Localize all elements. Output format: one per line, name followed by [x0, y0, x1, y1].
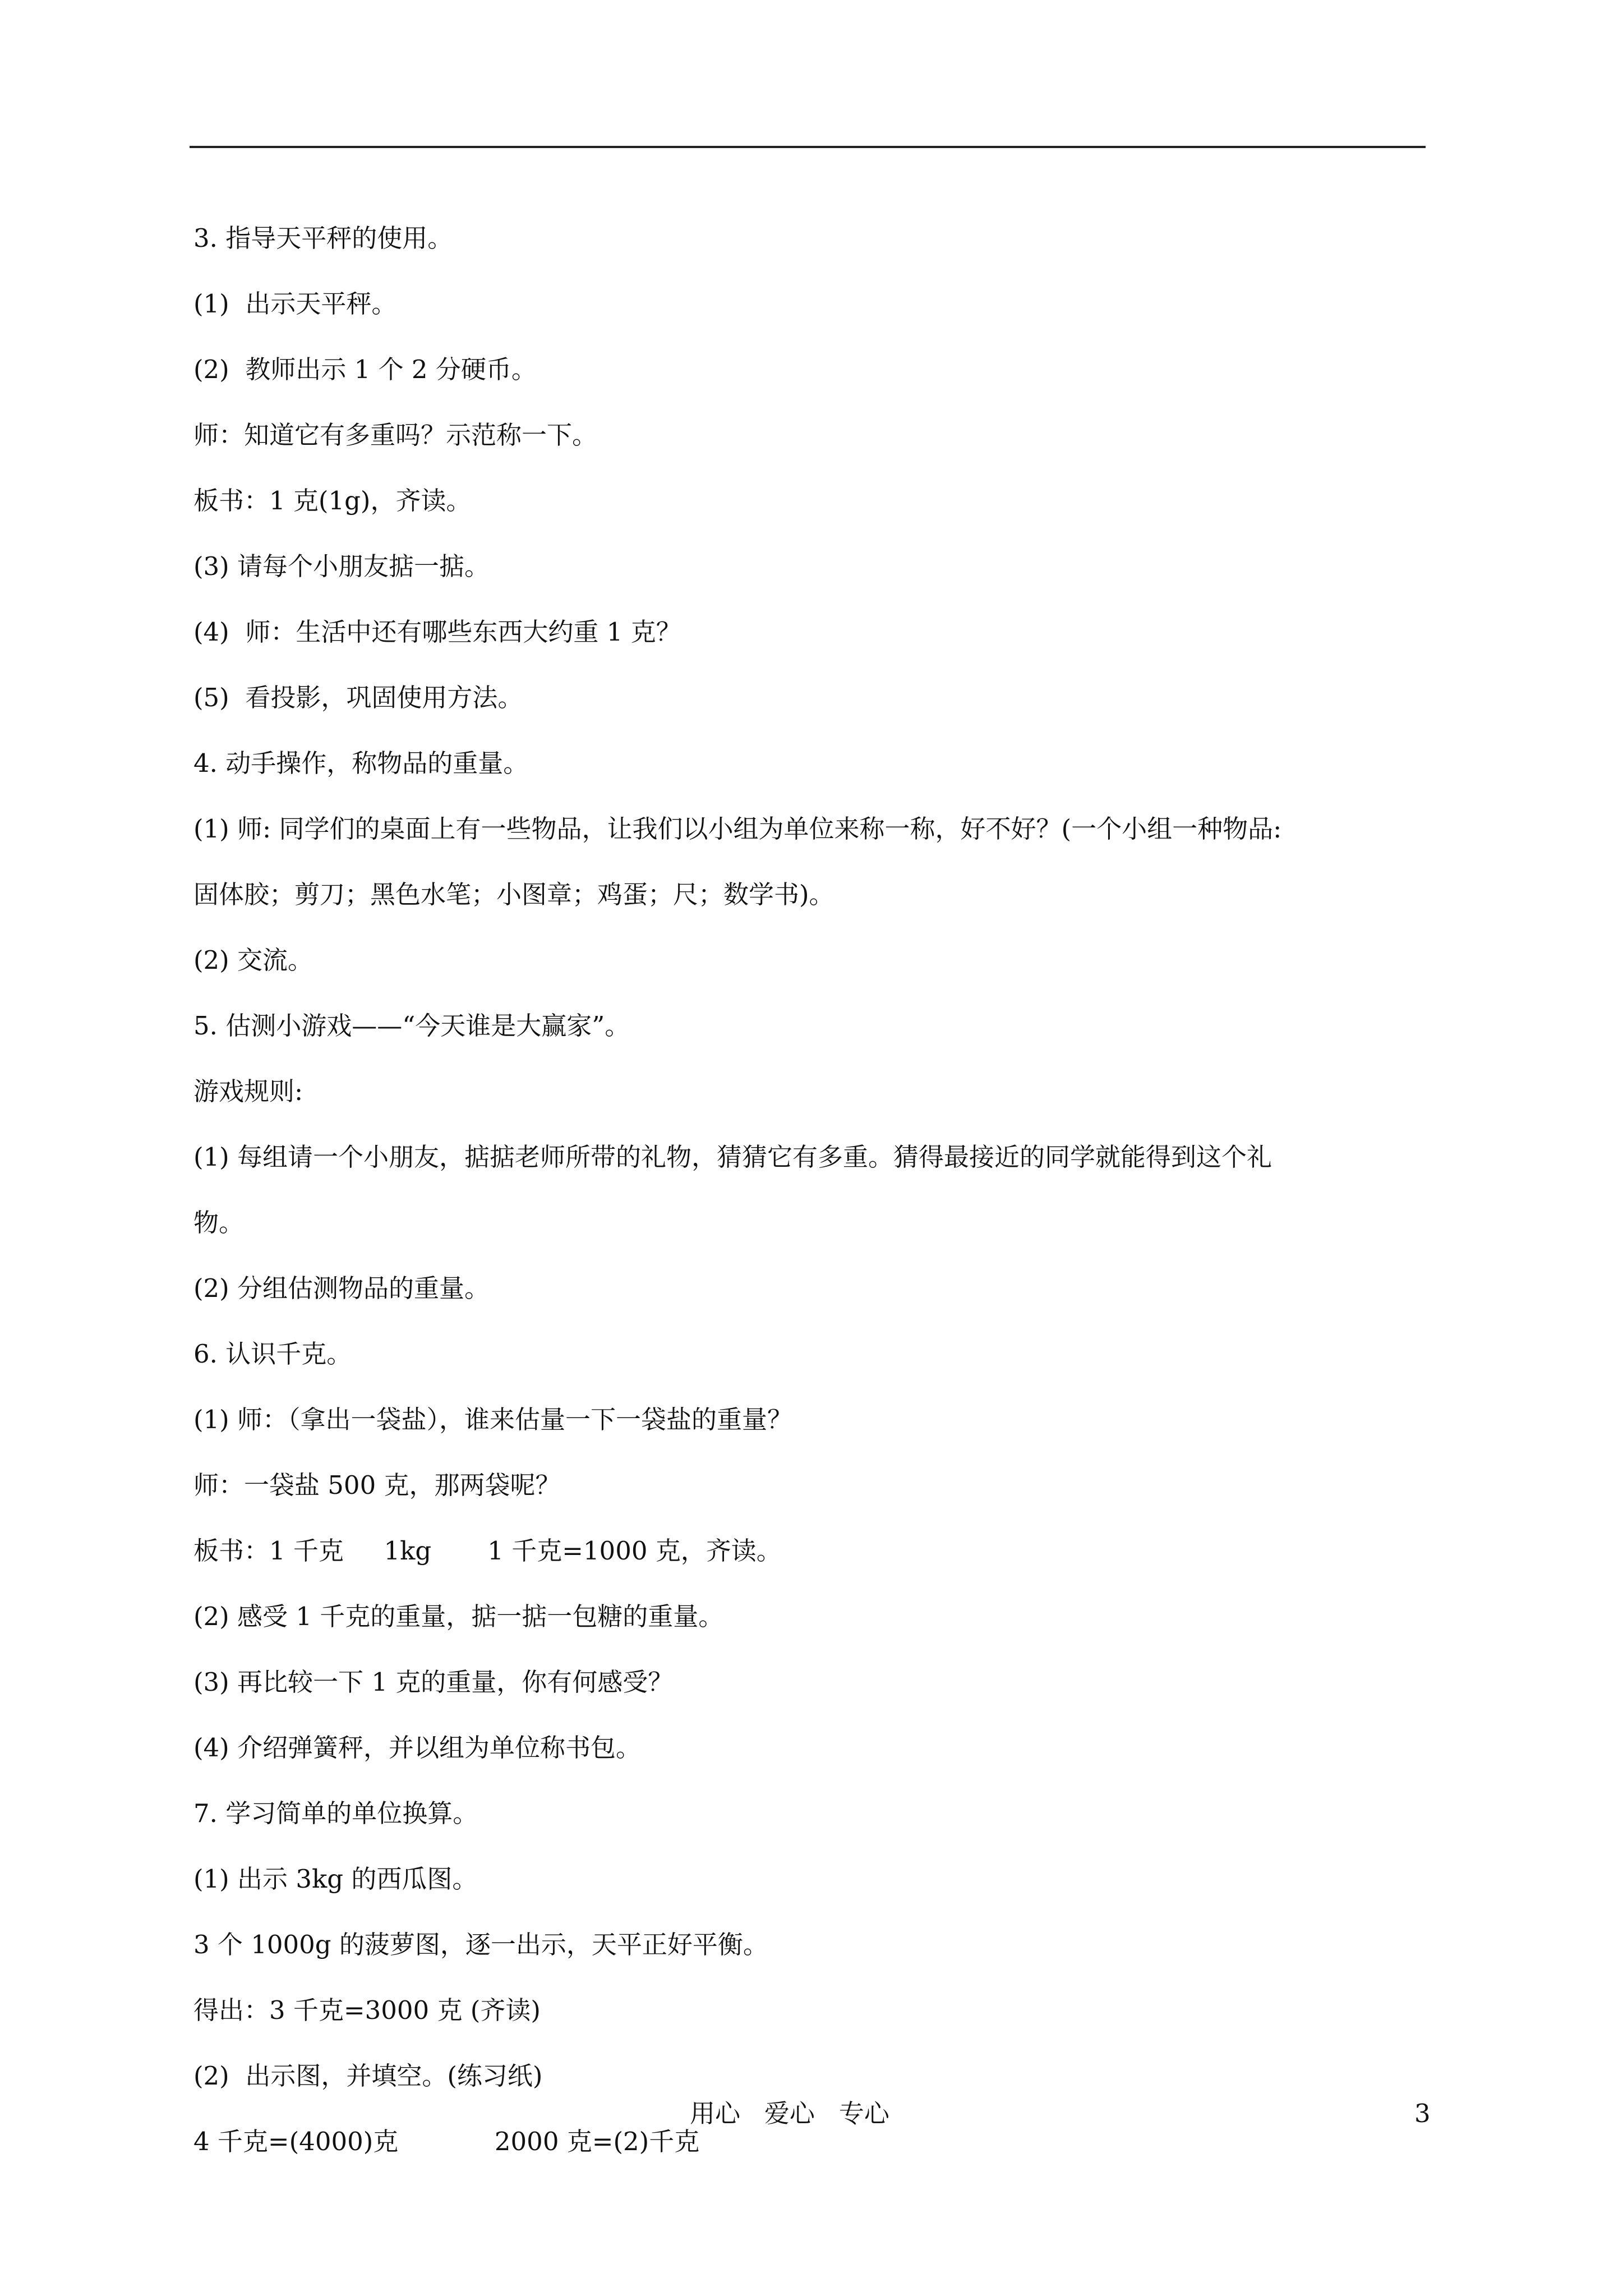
page-number: 3: [1414, 2099, 1431, 2128]
text-line: 3. 指导天平秤的使用。: [193, 223, 453, 253]
text-line: (1) 师：（拿出一袋盐），谁来估量一下一袋盐的重量？: [193, 1405, 793, 1434]
footer-slogan: 用心 爱心 专心: [690, 2099, 889, 2128]
text-line: (1) 出示 3kg 的西瓜图。: [193, 1864, 478, 1894]
text-line: (2) 分组估测物品的重量。: [193, 1273, 490, 1303]
text-line: 师：知道它有多重吗？示范称一下。: [193, 420, 598, 450]
text-line: (2) 感受 1 千克的重量，掂一掂一包糖的重量。: [193, 1602, 724, 1631]
text-line: 6. 认识千克。: [193, 1339, 352, 1369]
text-line: 固体胶；剪刀；黑色水笔；小图章；鸡蛋；尺；数学书)。: [193, 880, 834, 909]
text-line: 物。: [193, 1208, 245, 1237]
text-line: 师：一袋盐 500 克，那两袋呢？: [193, 1470, 561, 1500]
document-body: [193, 205, 1427, 2174]
text-line: (4) 师：生活中还有哪些东西大约重 1 克？: [193, 617, 681, 647]
text-line: (2) 教师出示 1 个 2 分硬币。: [193, 355, 537, 384]
text-line: 板书：1 克(1g)，齐读。: [193, 486, 472, 516]
text-line: 板书：1 千克 1kg 1 千克=1000 克，齐读。: [193, 1536, 782, 1566]
text-line: (2) 交流。: [193, 945, 313, 975]
text-line: 游戏规则:: [193, 1076, 303, 1106]
text-line: 3 个 1000g 的菠萝图，逐一出示，天平正好平衡。: [193, 1930, 768, 1959]
text-line: 5. 估测小游戏——“今天谁是大赢家”。: [193, 1011, 630, 1041]
header-rule: [190, 146, 1426, 148]
text-line: 4 千克=(4000)克 2000 克=(2)千克: [193, 2127, 700, 2156]
text-line: 7. 学习简单的单位换算。: [193, 1798, 478, 1828]
text-line: (2) 出示图，并填空。(练习纸): [193, 2061, 543, 2091]
text-line: (1) 师: 同学们的桌面上有一些物品，让我们以小组为单位来称一称，好不好？(一个小组一种物品:: [193, 814, 1282, 844]
text-line: 得出：3 千克=3000 克 (齐读): [193, 1995, 541, 2025]
text-line: (5) 看投影，巩固使用方法。: [193, 683, 523, 712]
text-line: (1) 每组请一个小朋友，掂掂老师所带的礼物，猜猜它有多重。猜得最接近的同学就能得到这个礼: [193, 1142, 1272, 1172]
text-line: (1) 出示天平秤。: [193, 289, 397, 319]
text-line: (3) 请每个小朋友掂一掂。: [193, 551, 490, 581]
text-line: (4) 介绍弹簧秤，并以组为单位称书包。: [193, 1733, 642, 1763]
text-line: 4. 动手操作，称物品的重量。: [193, 748, 529, 778]
text-line: (3) 再比较一下 1 克的重量，你有何感受？: [193, 1667, 674, 1697]
